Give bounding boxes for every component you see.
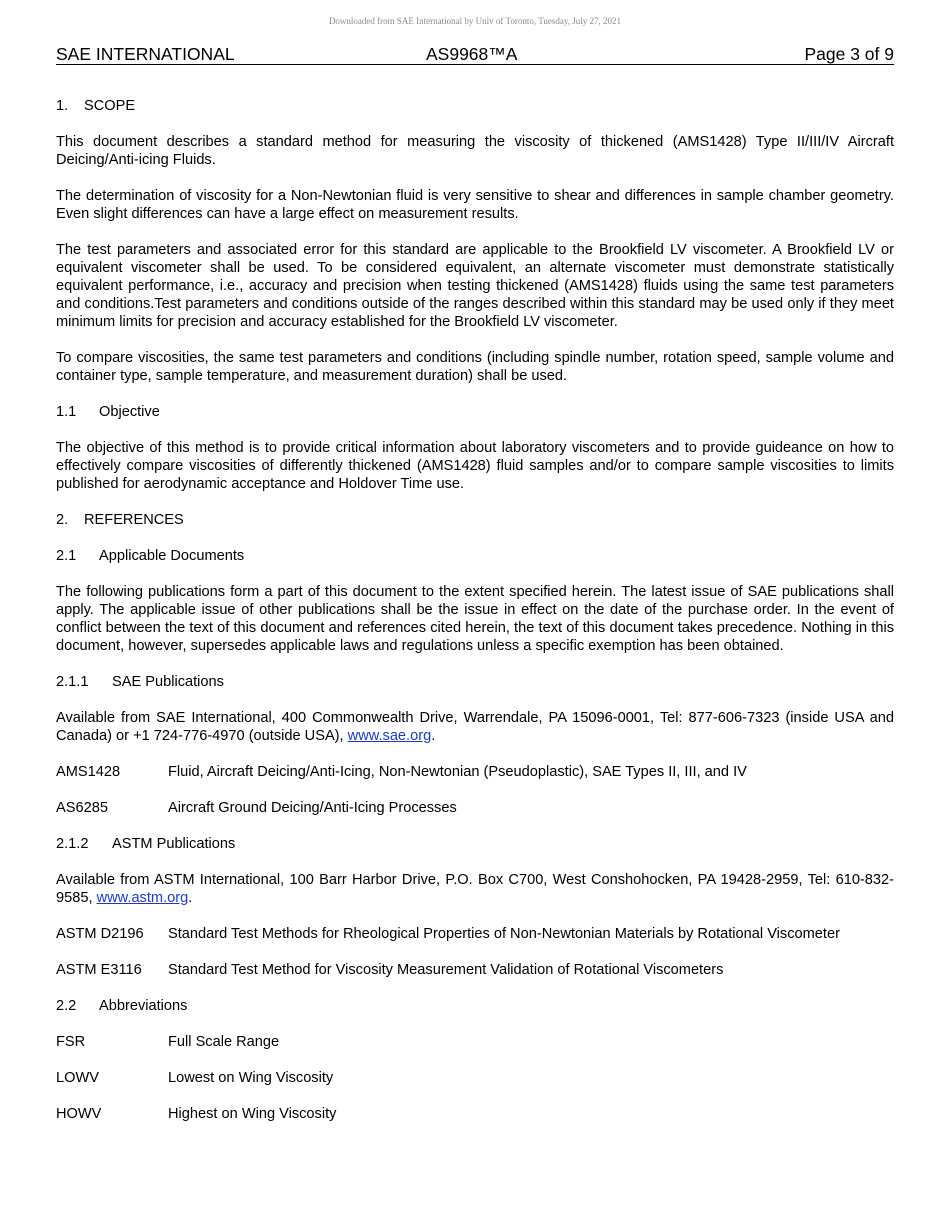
- scope-paragraph-4: To compare viscosities, the same test parameters and conditions (including spindle number, rotation speed, sample volume and container type, sample temperature, and measurement duration) shall be used.: [56, 350, 894, 384]
- objective-paragraph: The objective of this method is to provide critical information about laboratory viscometers and to provide guideance on how to effectively compare viscosities of differently thickened (AMS1428) fluid samples and/or to compare sample viscosities to limits published for aerodynamic acceptance and Holdover Time use.: [56, 440, 894, 492]
- scope-paragraph-2: The determination of viscosity for a Non-Newtonian fluid is very sensitive to shear and differences in sample chamber geometry. Even slight differences can have a large effect on measurement results.: [56, 188, 894, 222]
- section-number: 1.1: [56, 404, 77, 420]
- astm-availability-paragraph: [56, 871, 894, 907]
- section-heading-references: [56, 511, 894, 529]
- section-heading-applicable-documents: [56, 547, 894, 565]
- section-title: Objective: [99, 404, 160, 420]
- header-page-number: Page 3 of 9: [804, 44, 894, 64]
- sae-website-link[interactable]: www.sae.org: [347, 728, 432, 744]
- abbreviation-definition: Full Scale Range: [168, 1034, 280, 1050]
- reference-id: AS6285: [56, 800, 108, 816]
- download-watermark: Downloaded from SAE International by Univ of Toronto, Tuesday, July 27, 2021: [328, 16, 622, 26]
- abbreviation-entry: [56, 1105, 894, 1123]
- reference-id: ASTM E3116: [56, 962, 142, 978]
- section-number: 2.2: [56, 998, 77, 1014]
- reference-entry: [56, 763, 894, 781]
- reference-id: ASTM D2196: [56, 926, 144, 942]
- abbreviation-entry: [56, 1069, 894, 1087]
- scope-paragraph-3: The test parameters and associated error for this standard are applicable to the Brookfield LV viscometer. A Brookfield LV or equivalent viscometer shall be used. To be considered equivalent, an alternate viscometer must demonstrate statistically equivalent performance, i.e., accuracy and precision when testing thickened (AMS1428) fluids using the same test parameters and conditions.Test parameters and conditions outside of the ranges described within this standard may be used only if they meet minimum limits for precision and accuracy established for the Brookfield LV viscometer.: [56, 242, 894, 330]
- section-heading-objective: [56, 403, 894, 421]
- section-heading-scope: [56, 97, 894, 115]
- section-title: ASTM Publications: [112, 836, 236, 852]
- section-number: 2.1: [56, 548, 77, 564]
- section-number: 1.: [56, 98, 69, 114]
- abbreviation-term: FSR: [56, 1034, 86, 1050]
- reference-entry: [56, 925, 894, 943]
- astm-availability-text: Available from ASTM International, 100 Barr Harbor Drive, P.O. Box C700, West Conshohocken, PA 19428-2959, Tel: 610-832-9585,: [56, 872, 894, 906]
- sae-availability-text: Available from SAE International, 400 Commonwealth Drive, Warrendale, PA 15096-0001, Tel: 877-606-7323 (inside USA and Canada) or +1 724-776-4970 (outside USA),: [56, 710, 894, 744]
- abbreviation-definition: Highest on Wing Viscosity: [168, 1106, 337, 1122]
- reference-entry: [56, 799, 894, 817]
- scope-paragraph-1: This document describes a standard method for measuring the viscosity of thickened (AMS1428) Type II/III/IV Aircraft Deicing/Anti-icing Fluids.: [56, 134, 894, 168]
- section-title: SCOPE: [84, 98, 136, 114]
- section-number: 2.1.1: [56, 674, 89, 690]
- reference-title: Aircraft Ground Deicing/Anti-Icing Processes: [168, 800, 457, 816]
- section-number: 2.1.2: [56, 836, 89, 852]
- header-document-number: AS9968™A: [426, 44, 518, 64]
- abbreviation-term: HOWV: [56, 1106, 102, 1122]
- applicable-documents-paragraph: The following publications form a part of this document to the extent specified herein. The latest issue of SAE publications shall apply. The applicable issue of other publications shall be the issue in effect on the date of the purchase order. In the event of conflict between the text of this document and references cited herein, the text of this document takes precedence. Nothing in this document, however, supersedes applicable laws and regulations unless a specific exemption has been obtained.: [56, 584, 894, 654]
- reference-title: Fluid, Aircraft Deicing/Anti-Icing, Non-Newtonian (Pseudoplastic), SAE Types II, III, and IV: [168, 764, 747, 780]
- reference-id: AMS1428: [56, 764, 121, 780]
- reference-title: Standard Test Method for Viscosity Measurement Validation of Rotational Viscometers: [168, 962, 724, 978]
- reference-title: Standard Test Methods for Rheological Properties of Non-Newtonian Materials by Rotational Viscometer: [168, 926, 840, 942]
- abbreviation-entry: [56, 1033, 894, 1051]
- abbreviation-term: LOWV: [56, 1070, 99, 1086]
- header-organization: SAE INTERNATIONAL: [56, 44, 235, 64]
- astm-website-link[interactable]: www.astm.org: [96, 890, 189, 906]
- document-body: [56, 97, 894, 1141]
- astm-availability-end: .: [188, 890, 193, 906]
- section-heading-astm-publications: [56, 835, 894, 853]
- section-title: Applicable Documents: [99, 548, 245, 564]
- reference-entry: [56, 961, 894, 979]
- section-heading-sae-publications: [56, 673, 894, 691]
- sae-availability-paragraph: [56, 709, 894, 745]
- section-number: 2.: [56, 512, 69, 528]
- section-title: REFERENCES: [84, 512, 184, 528]
- sae-availability-end: .: [431, 728, 436, 744]
- section-heading-abbreviations: [56, 997, 894, 1015]
- page-header: [56, 44, 894, 65]
- section-title: SAE Publications: [112, 674, 224, 690]
- abbreviation-definition: Lowest on Wing Viscosity: [168, 1070, 334, 1086]
- section-title: Abbreviations: [99, 998, 188, 1014]
